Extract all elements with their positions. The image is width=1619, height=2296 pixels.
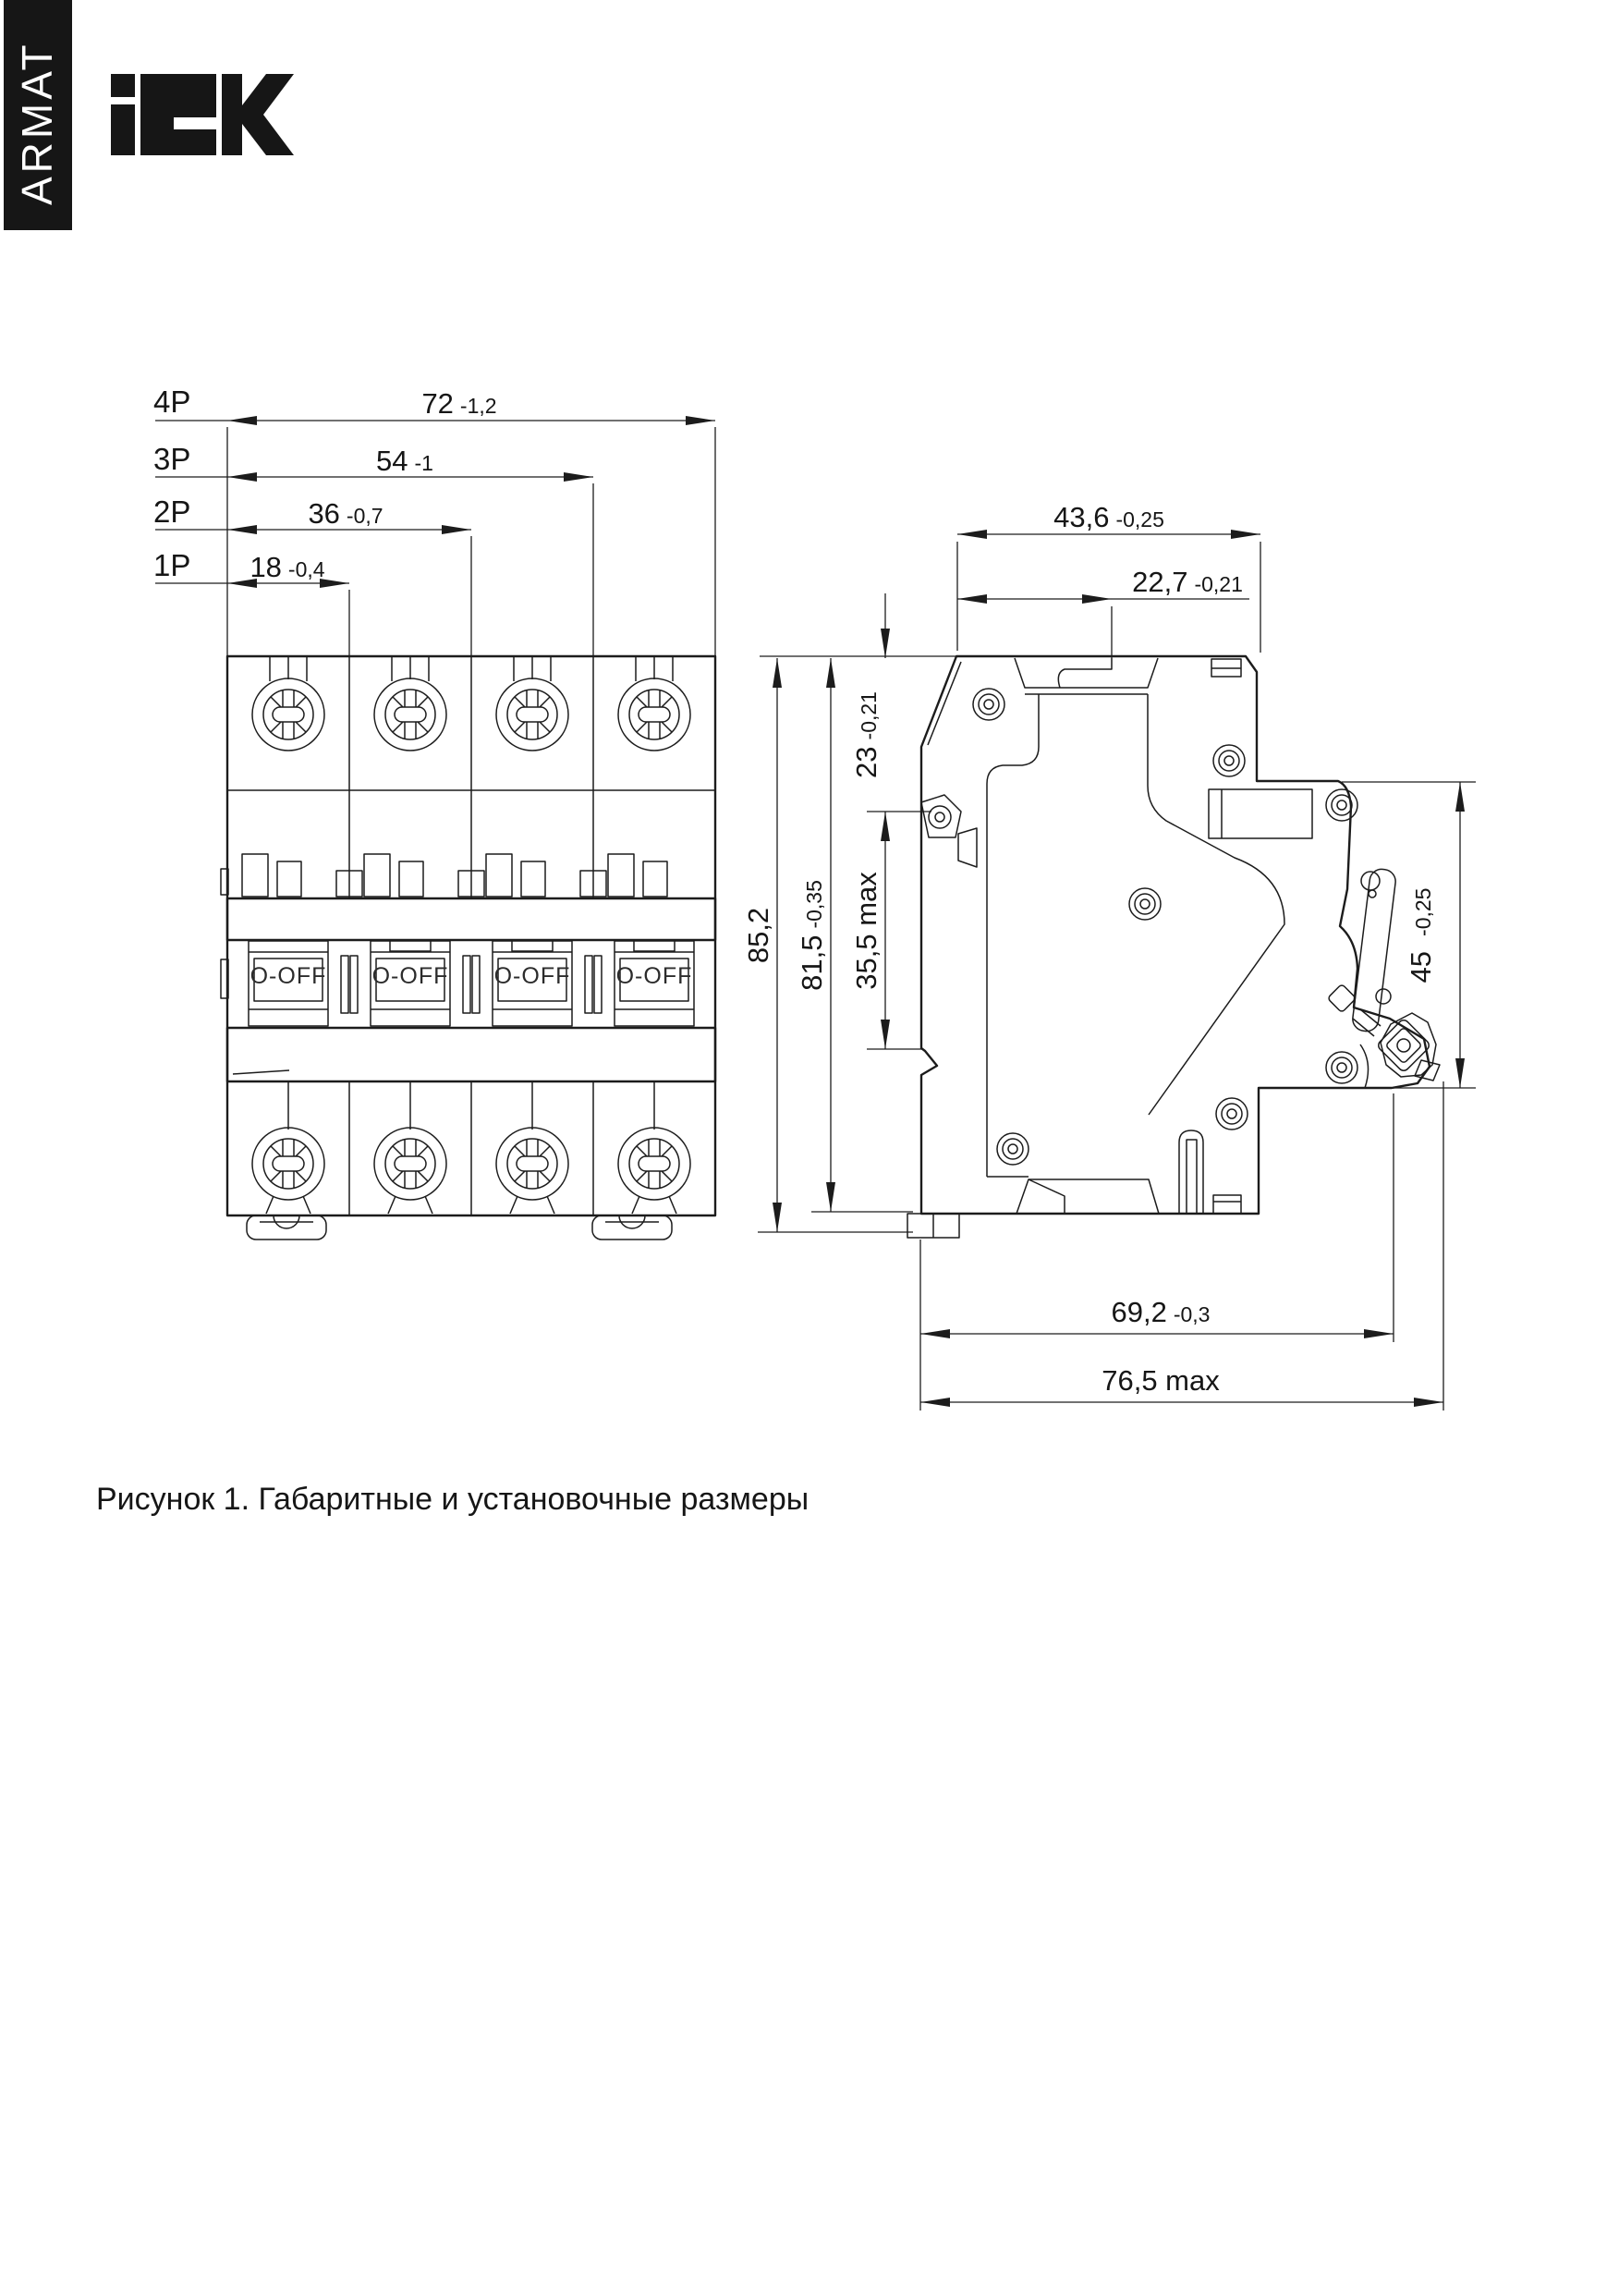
terminal-screw-icon bbox=[618, 1081, 690, 1214]
terminal-screw-icon bbox=[496, 1081, 568, 1214]
screw-boss-icon bbox=[1216, 1098, 1248, 1130]
toggle-handle bbox=[615, 941, 694, 1026]
screw-boss-icon bbox=[973, 689, 1004, 720]
terminal-screw-icon bbox=[618, 656, 690, 751]
terminal-screw-icon bbox=[496, 656, 568, 751]
dimension-label: 35,5 max bbox=[850, 872, 883, 990]
dimension-label: 69,2 -0,3 bbox=[1111, 1296, 1211, 1328]
side-view-drawing bbox=[907, 656, 1440, 1238]
toggle-handle bbox=[371, 941, 450, 1026]
front-view-drawing bbox=[221, 656, 715, 1240]
terminal-screw-icon bbox=[252, 1081, 324, 1214]
dim-mid-width bbox=[957, 566, 1249, 658]
toggle-handle-side bbox=[1209, 789, 1312, 838]
sidebar-brand-label: ARMAT bbox=[13, 41, 61, 205]
dim-din-offset bbox=[850, 812, 923, 1049]
pole-count-label: 3P bbox=[153, 442, 191, 476]
dimension-label: 76,5 max bbox=[1102, 1364, 1220, 1397]
din-foot bbox=[592, 1215, 672, 1240]
terminal-screw-icon bbox=[374, 1081, 446, 1214]
dimension-label: 54 -1 bbox=[376, 445, 433, 477]
toggle-handle bbox=[249, 941, 328, 1026]
screw-boss-icon bbox=[1326, 789, 1357, 821]
dim-3p bbox=[153, 442, 593, 482]
brand-sidebar bbox=[4, 0, 72, 230]
handle-label: O-OFF bbox=[371, 963, 449, 989]
dimension-label: 45-0,25 bbox=[1405, 887, 1437, 983]
front-view-dimensions bbox=[153, 385, 715, 656]
screw-boss-icon bbox=[1213, 745, 1245, 776]
dimension-label: 43,6 -0,25 bbox=[1053, 501, 1164, 533]
handle-label: O-OFF bbox=[493, 963, 571, 989]
dimension-label: 36 -0,7 bbox=[308, 497, 383, 530]
dim-2p bbox=[153, 495, 471, 534]
side-view-dimensions bbox=[742, 501, 1476, 1411]
toggle-handle bbox=[493, 941, 572, 1026]
pole-count-label: 2P bbox=[153, 495, 191, 529]
pole-count-label: 1P bbox=[153, 548, 191, 582]
handle-label: O-OFF bbox=[615, 963, 693, 989]
dimension-label: 23-0,21 bbox=[850, 691, 883, 778]
iek-logo-icon bbox=[111, 74, 294, 155]
pole-count-label: 4P bbox=[153, 385, 191, 419]
dim-1p bbox=[153, 548, 349, 588]
dimension-label: 72 -1,2 bbox=[421, 387, 497, 420]
handle-label: O-OFF bbox=[250, 963, 327, 989]
figure-caption: Рисунок 1. Габаритные и установочные размеры bbox=[96, 1482, 810, 1517]
dim-max-depth bbox=[920, 1081, 1443, 1411]
screw-boss-icon bbox=[1326, 1052, 1357, 1083]
screw-boss-icon bbox=[997, 1133, 1029, 1165]
dimension-label: 18 -0,4 bbox=[250, 551, 325, 583]
dim-4p bbox=[153, 385, 715, 425]
dimension-label: 81,5-0,35 bbox=[796, 880, 828, 991]
dim-base-depth bbox=[920, 1093, 1394, 1411]
din-foot bbox=[247, 1215, 326, 1240]
mounting-tabs bbox=[221, 854, 667, 897]
terminal-screw-icon bbox=[374, 656, 446, 751]
dimension-label: 22,7 -0,21 bbox=[1132, 566, 1243, 598]
terminal-screw-icon bbox=[252, 656, 324, 751]
dimension-label: 85,2 bbox=[742, 907, 774, 964]
screw-boss-icon bbox=[1129, 888, 1161, 920]
dim-front-offset bbox=[850, 593, 931, 812]
